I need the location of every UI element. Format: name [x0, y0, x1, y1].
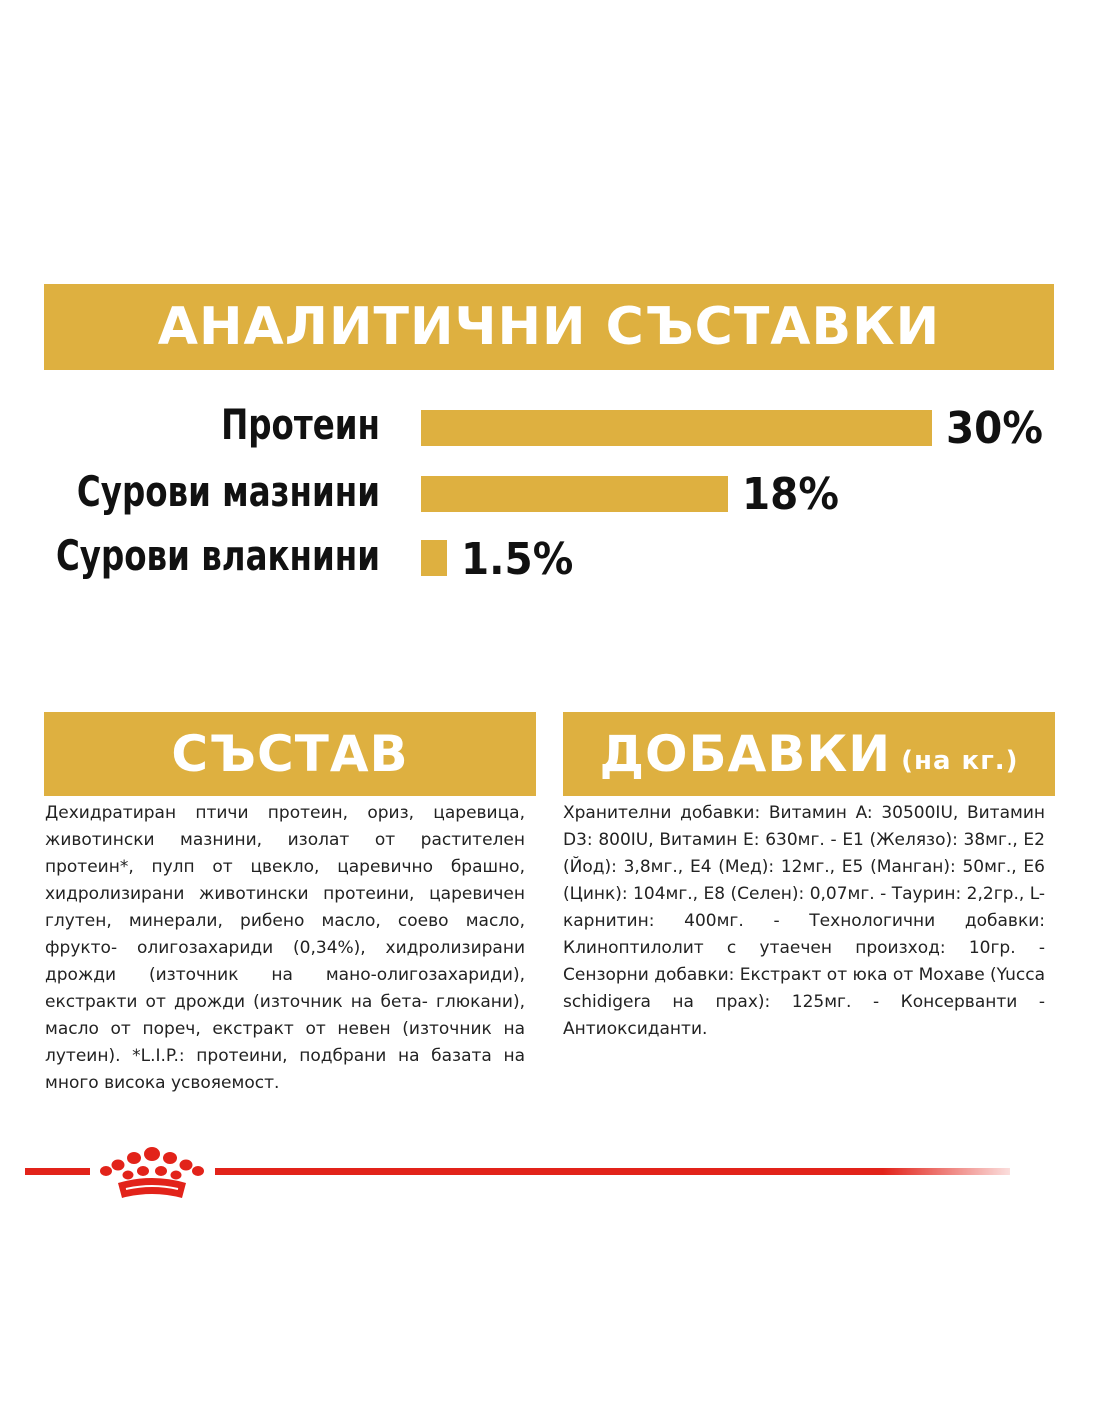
nutrient-label-protein: Протеин — [221, 400, 380, 449]
additives-banner — [563, 712, 1055, 796]
additives-text: Хранителни добавки: Витамин A: 30500IU, Витамин D3: 800IU, Витамин E: 630мг. - E1 (Желязо): 38мг., E2 (Йод): 3,8мг., E4 (Мед): 12мг., E5 (Манган): 50мг., E6 (Цинк): 104мг., E8 (Селен): 0,07мг. - Таурин: 2,2гр., L-карнитин: 400мг. - Технологични добавки: Клиноптилолит с утаечен произход: 10гр. - Сензорни добавки: Екстракт от юка от Мохаве (Yucca schidigera на прах): 125мг. - Консерванти - Антиоксиданти. — [563, 803, 1046, 1039]
analytical-title: АНАЛИТИЧНИ СЪСТАВКИ — [157, 297, 941, 357]
footer-rule-left — [25, 1168, 90, 1175]
nutrient-label-fiber: Сурови влакнини — [55, 531, 381, 580]
nutrient-bar-fiber — [421, 540, 447, 576]
additives-title: ДОБАВКИ — [599, 725, 892, 783]
additives-title-suffix: (на кг.) — [901, 746, 1019, 776]
nutrient-value-fiber: 1.5% — [461, 534, 574, 585]
nutrient-bar-fat — [421, 476, 728, 512]
nutrient-value-protein: 30% — [946, 403, 1043, 454]
crown-icon — [96, 1143, 208, 1205]
analytical-banner — [44, 284, 1054, 370]
footer-rule-right — [215, 1168, 1010, 1175]
composition-text: Дехидратиран птичи протеин, ориз, царевица, животински мазнини, изолат от растителен протеин*, пулп от цвекло, царевично брашно, хидролизирани животински протеини, царевичен глутен, минерали, рибено масло, соево масло, фрукто- олигозахариди (0,34%), хидролизирани дрожди (източник на мано-олигозахариди), екстракти от дрожди (източник на бета- глюкани), масло от пореч, екстракт от невен (източник на лутеин). *L.I.P.: протеини, подбрани на базата на много висока усвояемост. — [45, 803, 525, 1093]
composition-title: СЪСТАВ — [171, 725, 409, 783]
composition-banner — [44, 712, 536, 796]
nutrient-label-fat: Сурови мазнини — [76, 467, 380, 516]
nutrient-bar-protein — [421, 410, 932, 446]
nutrient-value-fat: 18% — [742, 469, 839, 520]
